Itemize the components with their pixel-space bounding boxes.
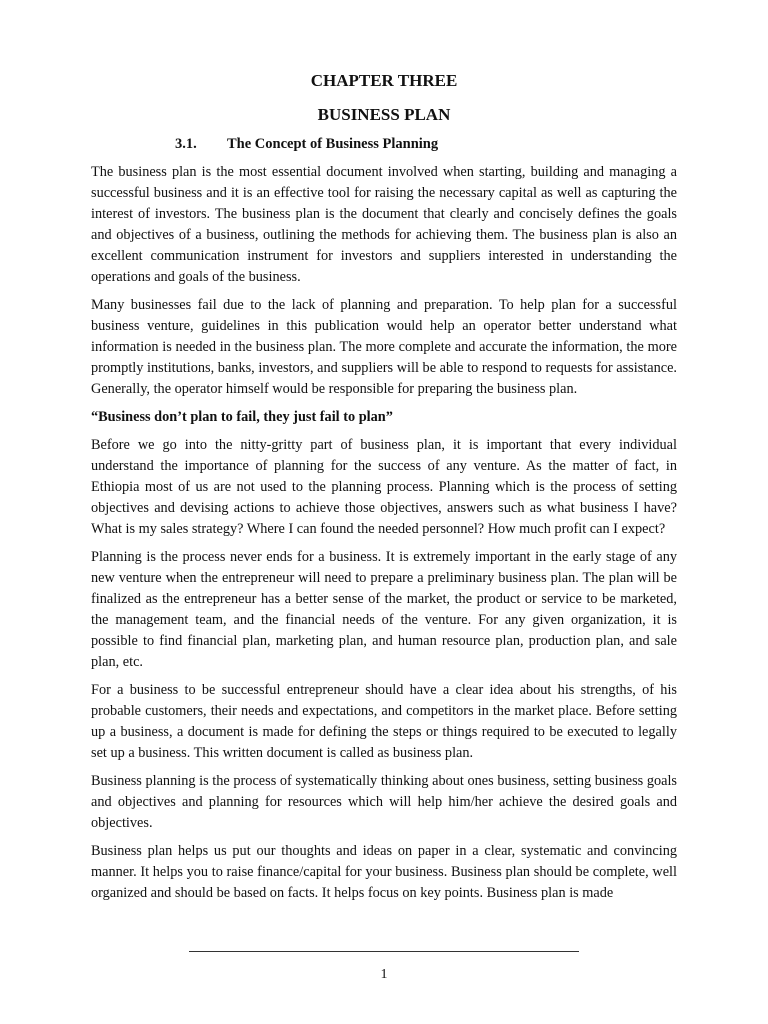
paragraph: Business plan helps us put our thoughts and ideas on paper in a clear, systematic and convincing manner. It helps you to raise finance/capital for your business. Business plan should be complete, well organized and should be based on facts. It helps focus on key points. Business plan is made bbox=[91, 843, 677, 901]
chapter-subtitle: BUSINESS PLAN bbox=[317, 105, 451, 124]
paragraph: Before we go into the nitty-gritty part of business plan, it is important that every individual understand the importance of planning for the success of any venture. As the matter of fact, in Ethiopia most of us are not used to the planning process. Planning which is the process of setting objectives and devising actions to achieve those objectives, answers such as what business I have? What is my sales strategy? Where I can found the needed personnel? How much profit can I expect? bbox=[91, 437, 677, 537]
section-title: The Concept of Business Planning bbox=[227, 136, 439, 152]
paragraph: For a business to be successful entrepreneur should have a clear idea about his strengths, of his probable customers, their needs and expectations, and competitors in the market place. Before setting up a business, a document is made for defining the steps or things required to be executed to legally set up a business. This written document is called as business plan. bbox=[91, 682, 677, 761]
section-heading bbox=[175, 134, 438, 154]
paragraph: Business planning is the process of systematically thinking about ones business, setting business goals and objectives and planning for resources which will help him/her achieve the desired goals and objectives. bbox=[91, 773, 677, 831]
quote: “Business don’t plan to fail, they just fail to plan” bbox=[91, 409, 393, 425]
paragraph: The business plan is the most essential document involved when starting, building and managing a successful business and it is an effective tool for raising the necessary capital as well as capturing the interest of investors. The business plan is the document that clearly and concisely defines the goals and objectives of a business, outlining the methods for achieving them. The business plan is also an excellent communication instrument for investors and suppliers interested in understanding the operations and goals of the business. bbox=[91, 164, 677, 285]
page-number: 1 bbox=[380, 967, 388, 982]
paragraph: Planning is the process never ends for a business. It is extremely important in the early stage of any new venture when the entrepreneur will need to prepare a preliminary business plan. The plan will be finalized as the entrepreneur has a better sense of the market, the product or service to be marketed, the management team, and the financial needs of the venture. For any given organization, it is possible to find financial plan, marketing plan, and human resource plan, production plan, and sale plan, etc. bbox=[91, 549, 677, 670]
chapter-title: CHAPTER THREE bbox=[310, 71, 458, 90]
section-number: 3.1. bbox=[175, 136, 197, 152]
footer-divider bbox=[189, 951, 579, 952]
paragraph: Many businesses fail due to the lack of planning and preparation. To help plan for a successful business venture, guidelines in this publication would help an operator better understand what information is needed in the business plan. The more complete and accurate the information, the more promptly institutions, banks, investors, and suppliers will be able to respond to requests for assistance. Generally, the operator himself would be responsible for preparing the business plan. bbox=[91, 297, 677, 397]
body-text bbox=[91, 162, 677, 911]
